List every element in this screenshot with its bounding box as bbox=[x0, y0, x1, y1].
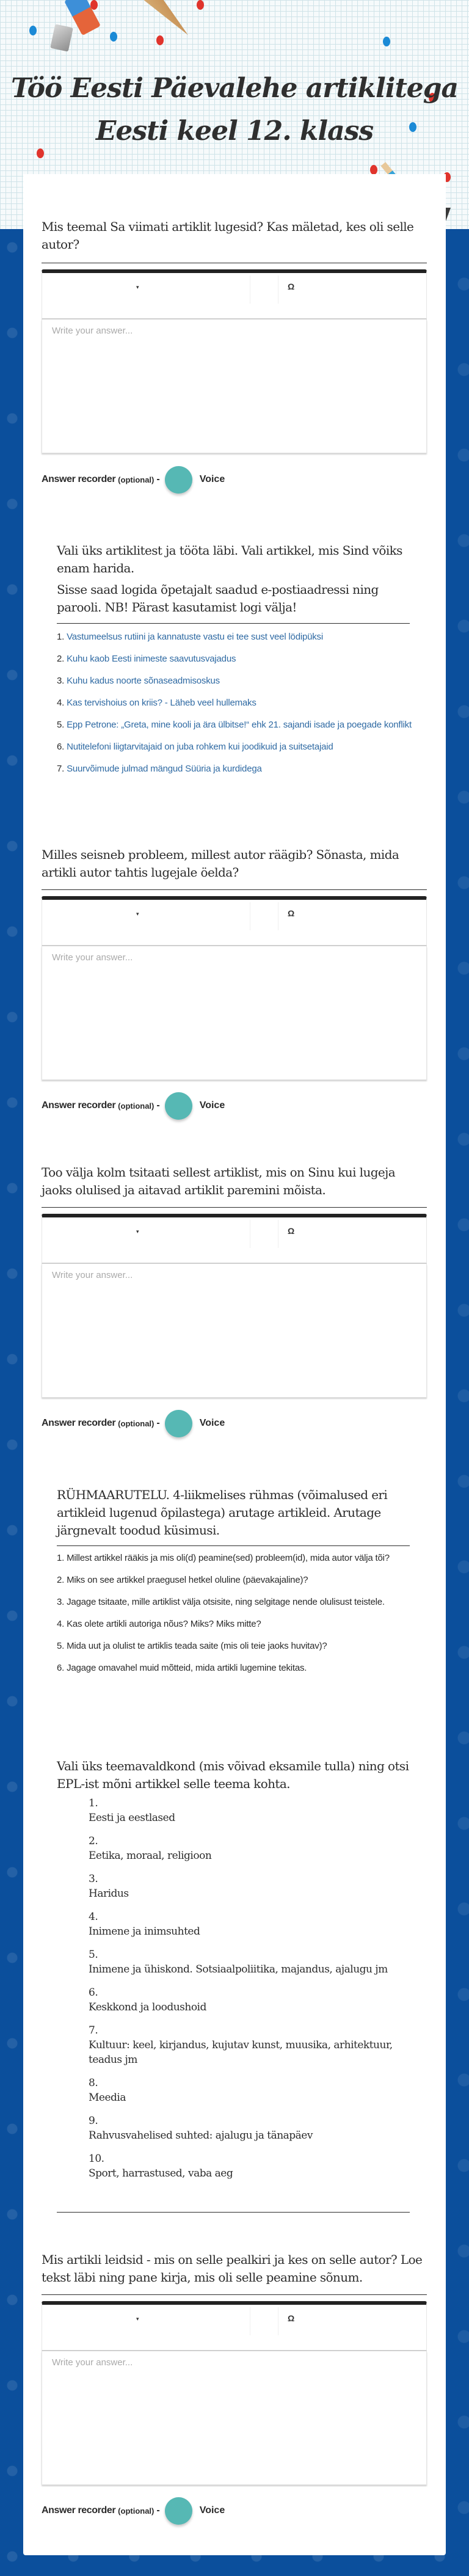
voice-record-button[interactable] bbox=[165, 2497, 192, 2525]
editor-toolbar bbox=[42, 896, 427, 946]
article-link[interactable]: Epp Petrone: „Greta, mine kooli ja ära ülbitse!“ ehk 21. sajandi isade ja poegade konflikt bbox=[67, 720, 412, 730]
dot-decoration bbox=[197, 0, 204, 10]
font-dropdown-caret-icon[interactable]: ▾ bbox=[136, 911, 139, 917]
answer-editor-2 bbox=[42, 896, 427, 1080]
article-list-item: 6. Nutitelefoni liigtarvitajaid on juba rohkem kui joodikuid ja suitsetajaid bbox=[57, 742, 333, 752]
article-list-item: 4. Kas tervishoius on kriis? - Läheb veel hullemaks bbox=[57, 698, 256, 708]
divider bbox=[42, 2294, 427, 2295]
recorder-optional-label: (optional) bbox=[118, 2506, 155, 2516]
discussion-questions-list bbox=[57, 1550, 417, 1682]
article-link[interactable]: Nutitelefoni liigtarvitajaid on juba rohkem kui joodikuid ja suitsetajaid bbox=[67, 742, 333, 752]
font-dropdown-caret-icon[interactable]: ▾ bbox=[136, 284, 139, 290]
article-link[interactable]: Vastumeelsus rutiini ja kannatuste vastu ei tee sust veel lödipüksi bbox=[67, 632, 323, 642]
articles-paragraph-2: Sisse saad logida õpetajalt saadud e-postiaadressi ning parooli. NB! Pärast kasutamist logi välja! bbox=[57, 582, 379, 615]
theme-item: 7. Kultuur: keel, kirjandus, kujutav kunst, muusika, arhitektuur, teadus jm bbox=[89, 2024, 393, 2066]
theme-item: 6. Keskkond ja loodushoid bbox=[89, 1987, 206, 2013]
title-line-2: Eesti keel 12. klass bbox=[95, 115, 374, 147]
answer-input-3[interactable] bbox=[52, 1270, 416, 1391]
articles-paragraph-1: Vali üks artiklitest ja tööta läbi. Vali artikkel, mis Sind võiks enam harida. bbox=[57, 543, 402, 575]
article-list-item: 5. Epp Petrone: „Greta, mine kooli ja ära ülbitse!“ ehk 21. sajandi isade ja poegade konflikt bbox=[57, 720, 412, 730]
theme-item: 8. Meedia bbox=[89, 2077, 126, 2104]
answer-recorder-4 bbox=[42, 2497, 225, 2525]
answer-recorder-3 bbox=[42, 1409, 225, 1437]
discussion-question: 4. Kas olete artikli autoriga nõus? Miks? Miks mitte? bbox=[57, 1619, 261, 1629]
title-line-1: Töö Eesti Päevalehe artiklitega bbox=[10, 73, 459, 104]
question-4-text: Mis artikli leidsid - mis on selle pealkiri ja kes on selle autor? Loe tekst läbi ning pane kirja, mis oli selle peamine sõnum. bbox=[42, 2252, 423, 2285]
theme-item: 4. Inimene ja inimsuhted bbox=[89, 1911, 200, 1938]
theme-item: 2. Eetika, moraal, religioon bbox=[89, 1835, 212, 1862]
voice-record-button[interactable] bbox=[165, 466, 192, 494]
recorder-dash: - bbox=[156, 1100, 160, 1111]
answer-box bbox=[42, 1264, 427, 1398]
answer-box bbox=[42, 946, 427, 1080]
dot-decoration bbox=[156, 35, 164, 45]
article-link[interactable]: Kas tervishoius on kriis? - Läheb veel hullemaks bbox=[67, 698, 256, 708]
voice-label: Voice bbox=[199, 1100, 225, 1111]
theme-item: 10. Sport, harrastused, vaba aeg bbox=[89, 2153, 233, 2180]
article-link[interactable]: Kuhu kaob Eesti inimeste saavutusvajadus bbox=[67, 654, 236, 664]
discussion-question: 1. Millest artikkel rääkis ja mis oli(d) peamine(sed) probleem(id), mida autor välja tõi? bbox=[57, 1553, 390, 1563]
divider bbox=[57, 1545, 410, 1546]
article-link[interactable]: Suurvõimude julmad mängud Süüria ja kurdidega bbox=[67, 764, 262, 774]
special-character-icon[interactable]: Ω bbox=[288, 1226, 295, 1236]
divider bbox=[57, 623, 410, 624]
discussion-question: 6. Jagage omavahel muid mõtteid, mida artikli lugemine tekitas. bbox=[57, 1663, 307, 1673]
answer-editor-3 bbox=[42, 1214, 427, 1398]
divider bbox=[42, 889, 427, 890]
editor-toolbar bbox=[42, 2301, 427, 2351]
recorder-dash: - bbox=[156, 1418, 160, 1428]
worksheet-card bbox=[23, 174, 446, 2555]
theme-item: 9. Rahvusvahelised suhted: ajalugu ja tänapäev bbox=[89, 2115, 313, 2142]
page-title bbox=[0, 67, 469, 153]
answer-input-1[interactable] bbox=[52, 326, 416, 447]
themes-list bbox=[89, 1796, 394, 2189]
answer-editor-4 bbox=[42, 2301, 427, 2485]
dot-decoration bbox=[383, 37, 390, 46]
recorder-label: Answer recorder bbox=[42, 1418, 116, 1428]
answer-input-4[interactable] bbox=[52, 2357, 416, 2478]
recorder-label: Answer recorder bbox=[42, 1100, 116, 1111]
font-dropdown-caret-icon[interactable]: ▾ bbox=[136, 1228, 139, 1235]
dot-decoration bbox=[90, 0, 98, 10]
answer-recorder-2 bbox=[42, 1092, 225, 1120]
answer-box bbox=[42, 319, 427, 453]
theme-item: 1. Eesti ja eestlased bbox=[89, 1797, 175, 1824]
answer-box bbox=[42, 2351, 427, 2485]
dot-decoration bbox=[29, 26, 37, 35]
answer-editor-1 bbox=[42, 269, 427, 453]
dot-decoration bbox=[110, 32, 117, 42]
question-2-text: Milles seisneb probleem, millest autor räägib? Sõnasta, mida artikli autor tahtis lugejale öelda? bbox=[42, 847, 399, 880]
divider bbox=[42, 1207, 427, 1208]
voice-label: Voice bbox=[199, 2505, 225, 2516]
editor-toolbar bbox=[42, 269, 427, 319]
editor-toolbar bbox=[42, 1214, 427, 1264]
article-links-list bbox=[57, 629, 423, 783]
question-3-text: Too välja kolm tsitaati sellest artiklist, mis on Sinu kui lugeja jaoks olulised ja aitavad artiklit paremini mõista. bbox=[42, 1165, 396, 1197]
discussion-question: 3. Jagage tsitaate, mille artiklist välja otsisite, ning selgitage nende olulisust teistele. bbox=[57, 1597, 385, 1607]
voice-record-button[interactable] bbox=[165, 1092, 192, 1120]
dot-decoration bbox=[370, 165, 377, 175]
special-character-icon[interactable]: Ω bbox=[288, 2313, 295, 2323]
recorder-label: Answer recorder bbox=[42, 2505, 116, 2516]
article-list-item: 2. Kuhu kaob Eesti inimeste saavutusvajadus bbox=[57, 654, 236, 664]
recorder-optional-label: (optional) bbox=[118, 475, 155, 484]
articles-instructions bbox=[57, 542, 417, 616]
question-1-text: Mis teemal Sa viimati artiklit lugesid? Kas mäletad, kes oli selle autor? bbox=[42, 219, 414, 252]
divider bbox=[57, 2212, 410, 2213]
discussion-question: 5. Mida uut ja olulist te artiklis teada saite (mis oli teie jaoks huvitav)? bbox=[57, 1641, 327, 1651]
voice-record-button[interactable] bbox=[165, 1410, 192, 1437]
group-discussion-intro: RÜHMAARUTELU. 4-liikmelises rühmas (võimalused eri artikleid lugenud õpilastega) arutage artikleid. Arutage järgnevalt toodud küsimusi. bbox=[57, 1487, 388, 1538]
themes-intro: Vali üks teemavaldkond (mis võivad eksamile tulla) ning otsi EPL-ist mõni artikkel selle teema kohta. bbox=[57, 1759, 409, 1791]
recorder-dash: - bbox=[156, 474, 160, 484]
recorder-optional-label: (optional) bbox=[118, 1101, 155, 1111]
voice-label: Voice bbox=[199, 1418, 225, 1428]
theme-item: 5. Inimene ja ühiskond. Sotsiaalpoliitika, majandus, ajalugu jm bbox=[89, 1949, 388, 1976]
special-character-icon[interactable]: Ω bbox=[288, 908, 295, 918]
article-link[interactable]: Kuhu kadus noorte sõnaseadmisoskus bbox=[67, 676, 220, 686]
recorder-dash: - bbox=[156, 2505, 160, 2516]
theme-item: 3. Haridus bbox=[89, 1873, 129, 1900]
special-character-icon[interactable]: Ω bbox=[288, 282, 295, 291]
article-list-item: 1. Vastumeelsus rutiini ja kannatuste vastu ei tee sust veel lödipüksi bbox=[57, 632, 323, 642]
recorder-label: Answer recorder bbox=[42, 474, 116, 484]
article-list-item: 3. Kuhu kadus noorte sõnaseadmisoskus bbox=[57, 676, 220, 686]
font-dropdown-caret-icon[interactable]: ▾ bbox=[136, 2316, 139, 2322]
discussion-question: 2. Miks on see artikkel praegusel hetkel oluline (päevakajaline)? bbox=[57, 1575, 308, 1585]
recorder-optional-label: (optional) bbox=[118, 1418, 155, 1428]
answer-input-2[interactable] bbox=[52, 952, 416, 1073]
article-list-item: 7. Suurvõimude julmad mängud Süüria ja kurdidega bbox=[57, 764, 262, 774]
voice-label: Voice bbox=[199, 474, 225, 484]
answer-recorder-1 bbox=[42, 465, 225, 494]
